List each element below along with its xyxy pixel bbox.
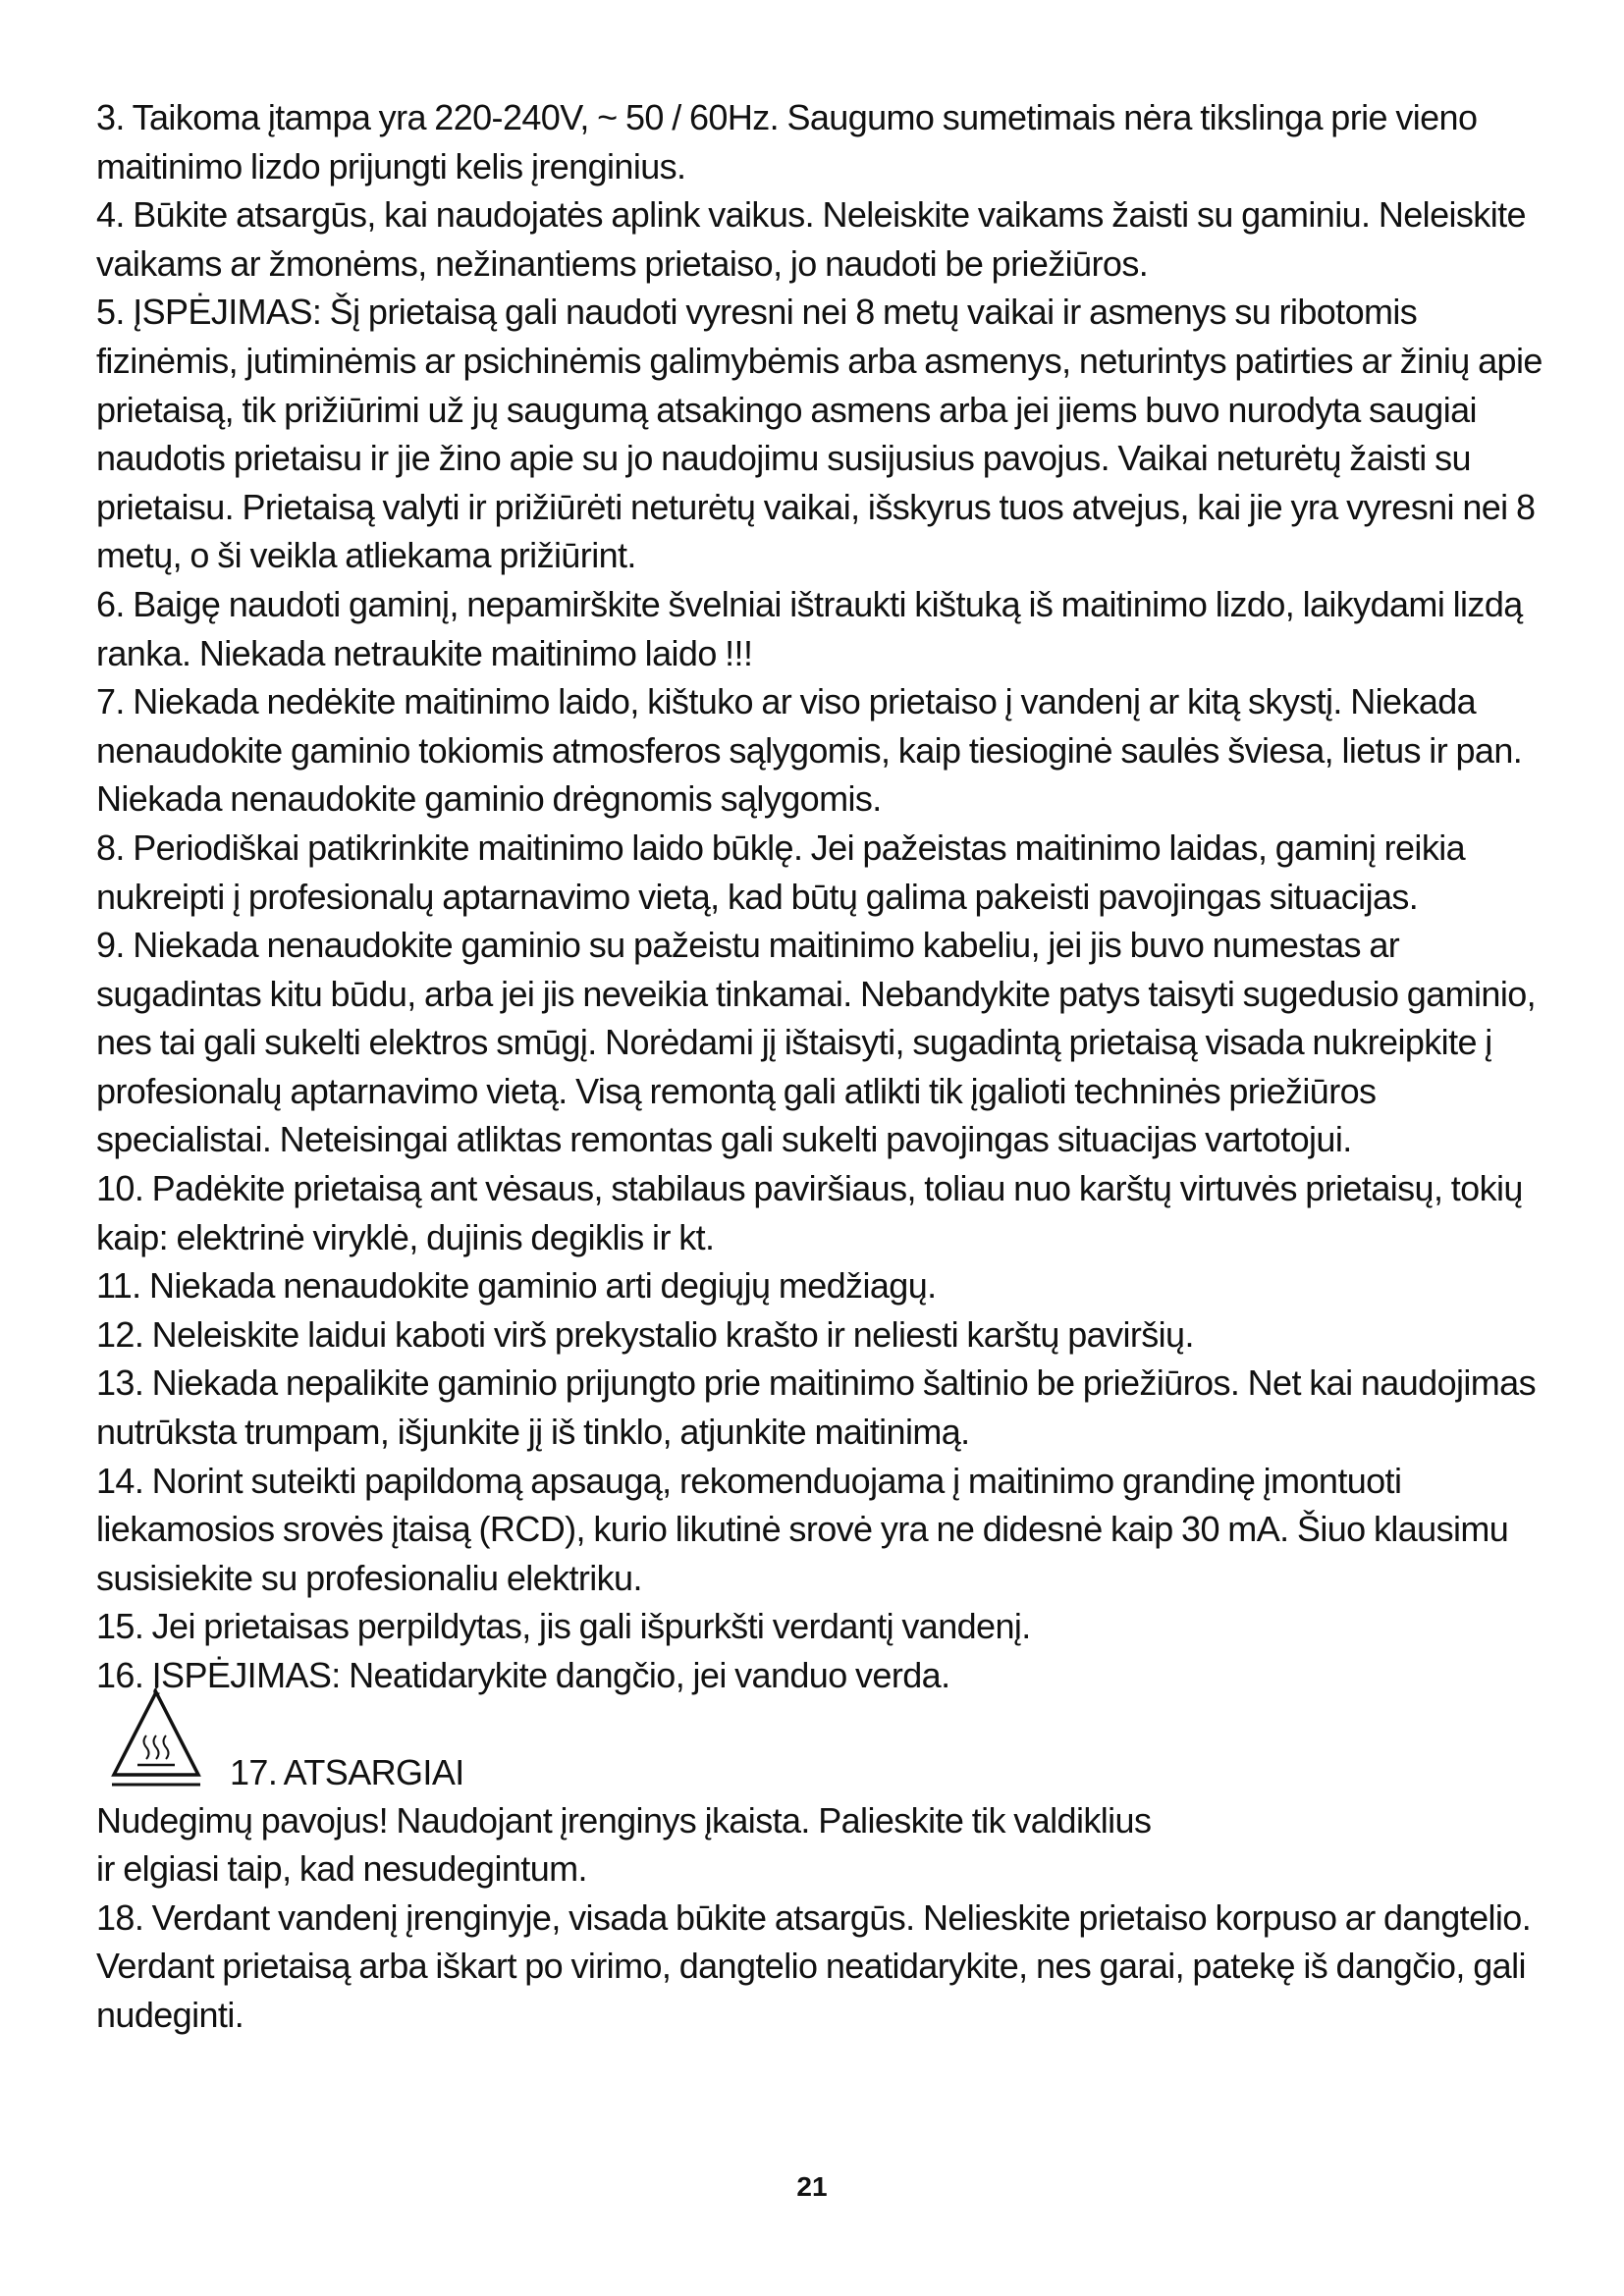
instruction-item-10: 10. Padėkite prietaisą ant vėsaus, stabilaus paviršiaus, toliau nuo karštų virtuvės prietaisų, tokių kaip: elektrinė viryklė, dujinis degiklis ir kt. — [96, 1168, 1523, 1257]
warning-title: 17. ATSARGIAI — [230, 1751, 464, 1792]
safety-instructions — [96, 93, 1549, 2040]
instruction-item-7: 7. Niekada nedėkite maitinimo laido, kištuko ar viso prietaiso į vandenį ar kitą skystį. Niekada nenaudokite gaminio tokiomis atmosferos sąlygomis, kaip tiesioginė saulės šviesa, lietus ir pan. Niekada nenaudokite gaminio drėgnomis sąlygomis. — [96, 681, 1523, 820]
instruction-item-5: 5. ĮSPĖJIMAS: Šį prietaisą gali naudoti vyresni nei 8 metų vaikai ir asmenys su ribotomis fizinėmis, jutiminėmis ar psichinėmis galimybėmis arba asmenys, neturintys patirties ar žinių apie prietaisą, tik prižiūrimi už jų saugumą atsakingo asmens arba jei jiems buvo nurodyta saugiai naudotis prietaisu ir jie žino apie su jo naudojimu susijusius pavojus. Vaikai neturėtų žaisti su prietaisu. Prietaisą valyti ir prižiūrėti neturėtų vaikai, išskyrus tuos atvejus, kai jie yra vyresni nei 8 metų, o ši veikla atliekama prižiūrint. — [96, 292, 1543, 576]
instruction-item-11: 11. Niekada nenaudokite gaminio arti degiųjų medžiagų. — [96, 1265, 937, 1307]
warning-text-line-2: ir elgiasi taip, kad nesudegintum. — [96, 1848, 587, 1890]
instruction-item-14: 14. Norint suteikti papildomą apsaugą, rekomenduojama į maitinimo grandinę įmontuoti liekamosios srovės įtaisą (RCD), kurio likutinė srovė yra ne didesnė kaip 30 mA. Šiuo klausimu susisiekite su profesionaliu elektriku. — [96, 1460, 1509, 1598]
hot-surface-warning — [96, 1700, 1549, 1796]
instruction-item-16: 16. ĮSPĖJIMAS: Neatidarykite dangčio, jei vanduo verda. — [96, 1655, 950, 1695]
instruction-item-12: 12. Neleiskite laidui kaboti virš prekystalio krašto ir neliesti karštų paviršių. — [96, 1313, 1194, 1355]
page-number: 21 — [796, 2171, 828, 2202]
instruction-item-15: 15. Jei prietaisas perpildytas, jis gali išpurkšti verdantį vandenį. — [96, 1606, 1031, 1647]
instruction-item-4: 4. Būkite atsargūs, kai naudojatės aplink vaikus. Neleiskite vaikams žaisti su gaminiu. Neleiskite vaikams ar žmonėms, nežinantiems prietaiso, jo naudoti be priežiūros. — [96, 194, 1526, 284]
instruction-item-18: 18. Verdant vandenį įrenginyje, visada būkite atsargūs. Nelieskite prietaiso korpuso ar dangtelio. Verdant prietaisą arba iškart po virimo, dangtelio neatidarykite, nes garai, patekę iš dangčio, gali nudeginti. — [96, 1896, 1532, 2035]
instruction-item-13: 13. Niekada nepalikite gaminio prijungto prie maitinimo šaltinio be priežiūros. Net kai naudojimas nutrūksta trumpam, išjunkite jį iš tinklo, atjunkite maitinimą. — [96, 1362, 1537, 1453]
instruction-item-8: 8. Periodiškai patikrinkite maitinimo laido būklę. Jei pažeistas maitinimo laidas, gaminį reikia nukreipti į profesionalų aptarnavimo vietą, kad būtų galima pakeisti pavojingas situacijas. — [96, 827, 1466, 917]
instruction-item-6: 6. Baigę naudoti gaminį, nepamirškite švelniai ištraukti kištuką iš maitinimo lizdo, laikydami lizdą ranka. Niekada netraukite maitinimo laido !!! — [96, 583, 1523, 673]
hot-surface-warning-icon — [108, 1686, 204, 1794]
instruction-item-9: 9. Niekada nenaudokite gaminio su pažeistu maitinimo kabeliu, jei jis buvo numestas ar sugadintas kitu būdu, arba jei jis neveikia tinkamai. Nebandykite patys taisyti sugedusio gaminio, nes tai gali sukelti elektros smūgį. Norėdami jį ištaisyti, sugadintą prietaisą visada nukreipkite į profesionalų aptarnavimo vietą. Visą remontą gali atlikti tik įgalioti techninės priežiūros specialistai. Neteisingai atliktas remontas gali sukelti pavojingas situacijas vartotojui. — [96, 925, 1537, 1160]
instruction-item-3: 3. Taikoma įtampa yra 220-240V, ~ 50 / 60Hz. Saugumo sumetimais nėra tikslinga prie vieno maitinimo lizdo prijungti kelis įrenginius. — [96, 97, 1478, 187]
warning-text-line-1: Nudegimų pavojus! Naudojant įrenginys įkaista. Palieskite tik valdiklius — [96, 1799, 1152, 1841]
